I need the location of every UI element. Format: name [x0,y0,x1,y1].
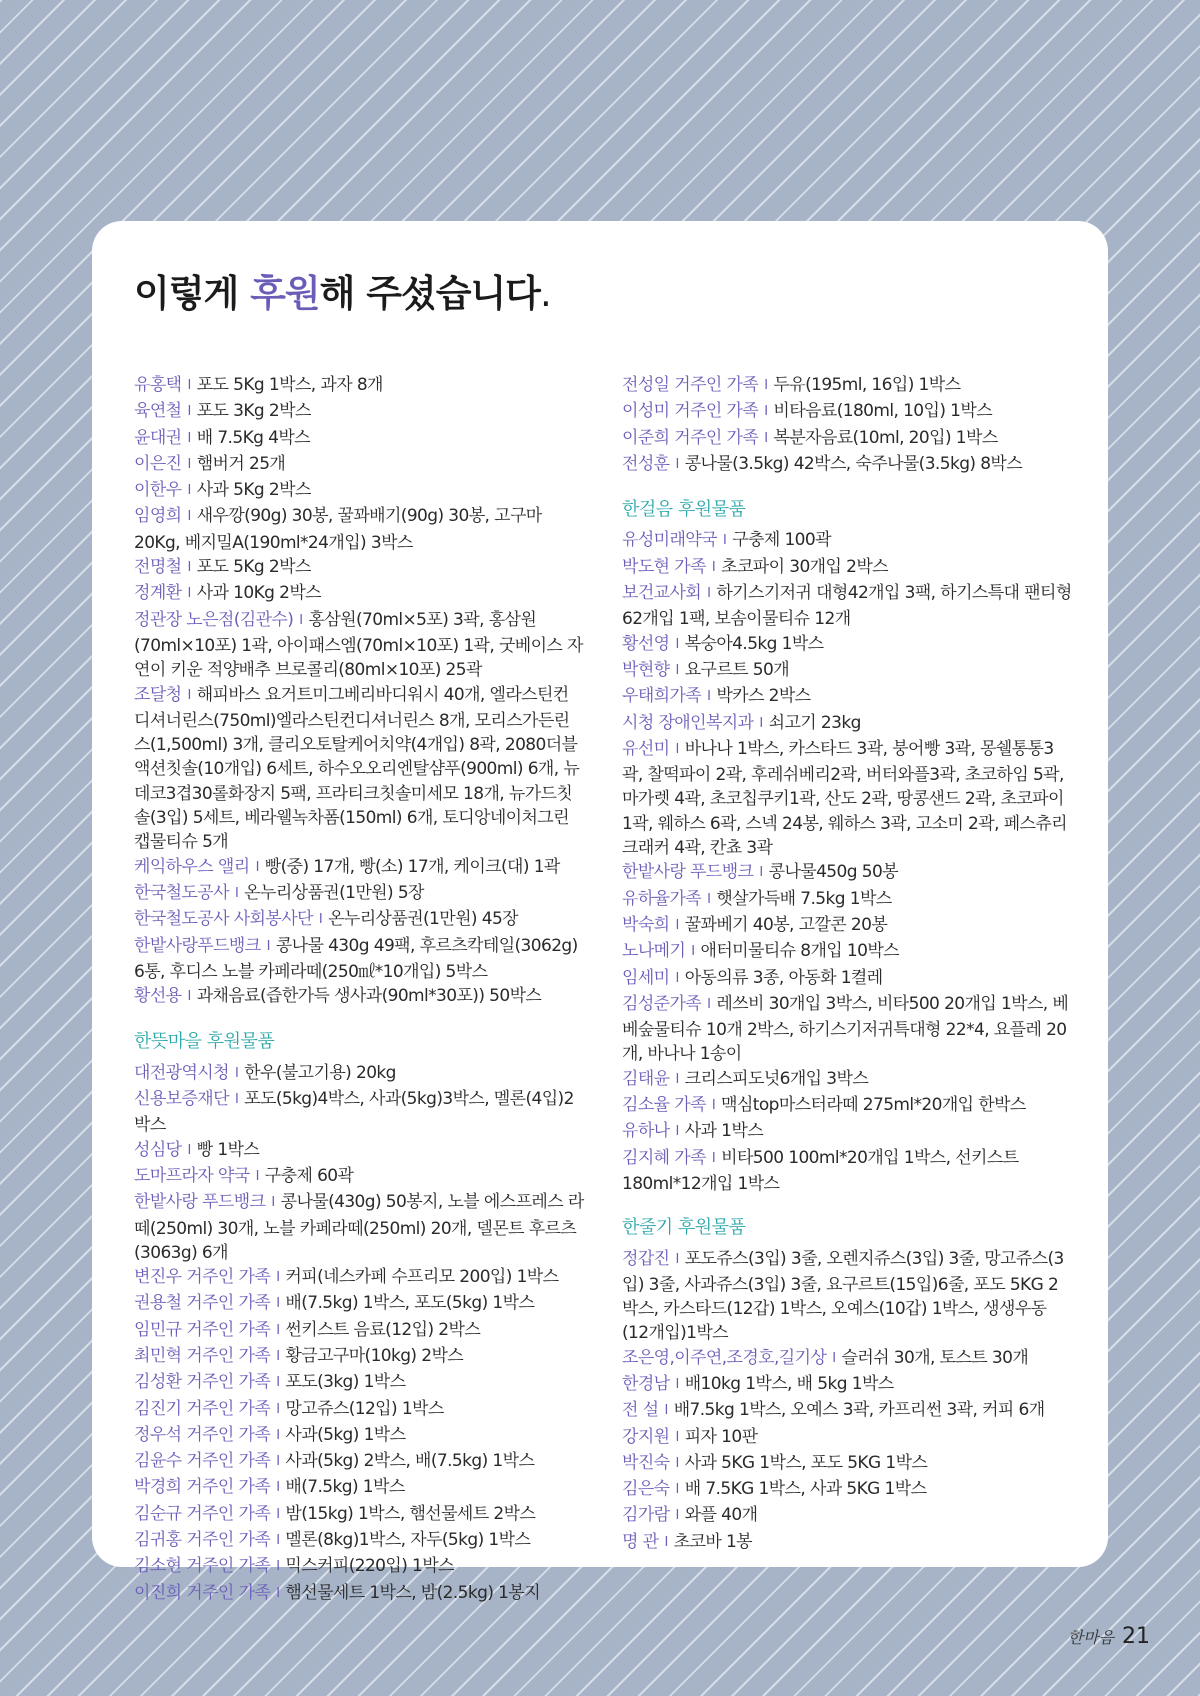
separator: I [691,944,695,960]
donor-name: 이진희 거주인 가족 [134,1582,271,1603]
donor-entry [622,1530,1072,1556]
separator: I [675,741,679,757]
donor-entry [134,1449,584,1475]
separator: I [759,865,763,881]
separator: I [664,1403,668,1419]
donated-items: 사과 5KG 1박스, 포도 5KG 1박스 [684,1452,928,1473]
separator: I [187,483,191,499]
donor-entry [622,1398,1072,1424]
donor-name: 박현향 [622,659,670,680]
donor-list-right-3 [622,1247,1072,1557]
donor-list-left-2 [134,1061,584,1607]
donated-items: 아동의류 3종, 아동화 1켤레 [684,967,883,988]
separator: I [675,1455,679,1471]
separator: I [675,662,679,678]
separator: I [711,1150,716,1166]
donor-name: 유하나 [622,1121,670,1142]
donor-entry [134,581,584,607]
donor-name: 대전광역시청 [134,1062,229,1083]
donor-name: 김진기 거주인 가족 [134,1398,271,1419]
donor-name: 도마프라자 약국 [134,1165,250,1186]
separator: I [276,1454,280,1470]
donated-items: 초코파이 30개입 2박스 [721,556,888,577]
separator: I [764,404,768,420]
donor-name: 김소율 가족 [622,1095,706,1116]
donated-items: 와플 40개 [684,1505,758,1526]
separator: I [276,1401,280,1417]
donated-items: 배 7.5KG 1박스, 사과 5KG 1박스 [684,1479,927,1500]
donor-name: 유하율가족 [622,888,702,909]
title-dot: . [539,272,551,315]
donated-items: 햄버거 25개 [196,453,286,474]
donor-entry [134,1397,584,1423]
donated-items: 한우(불고기용) 20kg [244,1062,396,1083]
donor-name: 이준희 거주인 가족 [622,427,759,448]
separator: I [234,1092,239,1108]
section-heading-hangeoreum: 한걸음 후원물품 [622,499,746,521]
donated-items: 밤(15kg) 1박스, 햄선물세트 2박스 [285,1503,536,1524]
donor-entry [622,939,1072,965]
donated-items: 콩나물450g 50봉 [768,862,898,883]
donor-name: 박진숙 [622,1452,670,1473]
donor-entry [134,1370,584,1396]
separator: I [318,912,323,928]
donor-name: 한국철도공사 [134,882,229,903]
donated-items: 온누리상품권(1만원) 45장 [328,909,519,930]
separator: I [255,859,259,875]
donated-items: 빵 1박스 [196,1139,260,1160]
title-highlight: 후원 [250,272,320,315]
donor-name: 유성미래약국 [622,530,717,551]
donor-entry [622,684,1072,710]
donor-entry [134,683,584,855]
separator: I [276,1480,280,1496]
donated-items: 구충제 60곽 [264,1165,354,1186]
donor-entry [134,934,584,985]
separator: I [266,938,270,954]
donor-name: 시청 장애인복지과 [622,712,754,733]
donated-items: 사과(5kg) 2박스, 배(7.5kg) 1박스 [285,1451,535,1472]
donor-entry [134,373,584,399]
separator: I [664,1534,668,1550]
donated-items: 썬키스트 음료(12입) 2박스 [285,1319,481,1340]
donated-items: 레쓰비 30개입 3박스, 비타500 20개입 1박스, 베베숲물티슈 10개 2박스, 하기스기저귀특대형 22*4, 요플레 20개, 바나나 1송이 [622,993,1069,1065]
separator: I [187,456,191,472]
donor-name: 한밭사랑푸드뱅크 [134,935,261,956]
donor-entry [134,1138,584,1164]
donor-entry [134,478,584,504]
separator: I [187,560,191,576]
separator: I [675,917,679,933]
separator: I [255,1168,259,1184]
separator: I [675,1376,679,1392]
separator: I [707,891,711,907]
donated-items: 사과(5kg) 1박스 [285,1424,406,1445]
left-column [134,373,584,1607]
donor-name: 명 관 [622,1531,659,1552]
donor-name: 정관장 노은점(김관수) [134,609,294,630]
donor-name: 강지원 [622,1426,670,1447]
section-heading-hanjulgi: 한줄기 후원물품 [622,1217,746,1239]
separator: I [675,1071,679,1087]
separator: I [707,689,711,705]
separator: I [187,1142,191,1158]
donor-entry [134,399,584,425]
donated-items: 두유(195ml, 16입) 1박스 [773,375,961,395]
donor-name: 정갑진 [622,1248,670,1269]
donor-entry [134,1344,584,1370]
separator: I [276,1296,280,1312]
donated-items: 비타500 100ml*20개입 1박스, 선키스트 180ml*12개입 1박스 [622,1147,1019,1194]
separator: I [187,509,191,525]
donor-entry [134,1087,584,1138]
donor-name: 전 설 [622,1400,659,1421]
donor-name: 권용철 거주인 가족 [134,1293,271,1314]
donor-entry [622,1067,1072,1093]
separator: I [675,636,679,652]
donor-entry [134,1581,584,1607]
title-before: 이렇게 [134,272,251,315]
donated-items: 망고쥬스(12입) 1박스 [285,1398,444,1419]
page-footer [1068,1624,1150,1649]
donated-items: 새우깡(90g) 30봉, 꿀꽈배기(90g) 30봉, 고구마 20Kg, 베지밀A(190ml*24개입) 3박스 [134,506,542,553]
donor-entry [134,907,584,933]
separator: I [276,1322,280,1338]
donor-entry [134,608,584,683]
separator: I [234,1065,239,1081]
section-heading-hantteut: 한뜻마을 후원물품 [134,1031,275,1053]
separator: I [675,1482,679,1498]
donated-items: 햇살가득배 7.5kg 1박스 [716,888,892,909]
donor-name: 한경남 [622,1373,670,1394]
donated-items: 황금고구마(10kg) 2박스 [285,1345,464,1366]
donor-entry [622,1372,1072,1398]
donated-items: 사과 5Kg 2박스 [196,480,311,501]
separator: I [759,715,763,731]
right-column [622,373,1072,1556]
donor-entry [622,992,1072,1067]
donor-entry [622,426,1072,452]
donated-items: 요구르트 50개 [684,659,790,680]
donor-entry [134,555,584,581]
donor-name: 이성미 거주인 가족 [622,401,759,422]
donated-items: 커피(네스카페 수프리모 200입) 1박스 [285,1267,559,1288]
donated-items: 배7.5kg 1박스, 오예스 3곽, 카프리썬 3곽, 커피 6개 [673,1400,1045,1421]
donated-items: 홍삼원(70ml×5포) 3곽, 홍삼원(70ml×10포) 1곽, 아이패스엠(70ml×10포) 1곽, 굿베이스 자연이 키운 적양배추 브로콜리(80ml×10포) 25곽 [134,609,583,681]
separator: I [299,612,303,628]
separator: I [711,559,716,575]
donor-name: 임민규 거주인 가족 [134,1319,271,1340]
donor-entry [134,1502,584,1528]
donated-items: 배10kg 1박스, 배 5kg 1박스 [684,1373,894,1394]
donated-items: 배 7.5Kg 4박스 [196,427,310,448]
donor-name: 우태희가족 [622,686,702,707]
donor-entry [134,452,584,478]
donor-name: 전명철 [134,557,182,578]
donor-entry [622,711,1072,737]
page-title [134,263,551,317]
donated-items: 사과 10Kg 2박스 [196,583,321,604]
donor-entry [622,1477,1072,1503]
donor-name: 전성훈 [622,453,670,474]
donated-items: 피자 10판 [684,1426,758,1447]
donated-items: 온누리상품권(1만원) 5장 [244,882,424,903]
donor-entry [622,658,1072,684]
donor-name: 한밭사랑 푸드뱅크 [134,1192,266,1213]
donor-entry [622,1451,1072,1477]
donor-entry [622,1247,1072,1346]
donor-entry [622,1093,1072,1119]
separator: I [675,1251,679,1267]
donated-items: 쇠고기 23kg [768,712,861,733]
separator: I [707,996,711,1012]
donated-items: 배(7.5kg) 1박스, 포도(5kg) 1박스 [285,1293,535,1314]
separator: I [722,533,727,549]
donor-entry [622,1119,1072,1145]
donated-items: 박카스 2박스 [716,686,811,707]
separator: I [187,430,191,446]
donated-items: 슬러쉬 30개, 토스트 30개 [841,1347,1029,1368]
donor-entry [134,855,584,881]
separator: I [271,1195,275,1211]
donor-name: 전성일 거주인 가족 [622,375,759,395]
donor-entry [622,452,1072,478]
donor-entry [134,1475,584,1501]
donor-entry [134,426,584,452]
donor-name: 김지혜 가족 [622,1147,706,1168]
donor-entry [622,555,1072,581]
separator: I [675,1124,679,1140]
donated-items: 콩나물(3.5kg) 42박스, 숙주나물(3.5kg) 8박스 [684,453,1023,474]
donor-list-left-1 [134,373,584,1010]
donor-name: 박도현 가족 [622,556,706,577]
separator: I [276,1559,280,1575]
donor-name: 조달청 [134,684,182,705]
separator: I [187,989,191,1005]
donor-name: 정우석 거주인 가족 [134,1424,271,1445]
donor-name: 김귀홍 거주인 가족 [134,1530,271,1551]
separator: I [276,1506,280,1522]
donor-entry [134,1061,584,1087]
donated-items: 믹스커피(220입) 1박스 [285,1556,454,1577]
donated-items: 복분자음료(10ml, 20입) 1박스 [773,427,998,448]
donor-name: 김성환 거주인 가족 [134,1372,271,1393]
donor-name: 김태윤 [622,1068,670,1089]
donor-entry [622,1425,1072,1451]
separator: I [187,586,191,602]
donor-name: 박경희 거주인 가족 [134,1477,271,1498]
separator: I [675,456,679,472]
separator: I [276,1533,280,1549]
donated-items: 포도 5Kg 1박스, 과자 8개 [196,375,383,395]
donor-entry [622,632,1072,658]
donated-items: 포도 5Kg 2박스 [196,557,311,578]
donor-entry [622,528,1072,554]
donated-items: 포도(5kg)4박스, 사과(5kg)3박스, 멜론(4입)2박스 [134,1089,574,1136]
donor-name: 김가람 [622,1505,670,1526]
donor-name: 최민혁 거주인 가족 [134,1345,271,1366]
donor-name: 김윤수 거주인 가족 [134,1451,271,1472]
donated-items: 포도 3Kg 2박스 [196,401,311,422]
donor-name: 유홍택 [134,375,182,395]
separator: I [764,430,768,446]
donor-entry [134,1318,584,1344]
donated-items: 빵(중) 17개, 빵(소) 17개, 케이크(대) 1곽 [264,856,560,877]
donated-items: 포도쥬스(3입) 3줄, 오렌지쥬스(3입) 3줄, 망고쥬스(3입) 3줄, 사과쥬스(3입) 3줄, 요구르트(15입)6줄, 포도 5KG 2박스, 카스타드(12갑) 1박스, 오예스(10갑) 1박스, 생생우동(12개입)1박스 [622,1248,1064,1344]
donated-items: 비타음료(180ml, 10입) 1박스 [773,401,993,422]
donated-items: 해피바스 요거트미그베리바디워시 40개, 엘라스틴컨디셔너린스(750ml)엘라스틴컨디셔너린스 8개, 모리스가든린스(1,500ml) 3개, 클리오토탈케어치약(4개입) 8곽, 2080더블액션칫솔(10개입) 6세트, 하수오오리엔탈샴푸(900ml) 6개, 뉴데코3겹30롤화장지 5팩, 프라티크칫솔미세모 18개, 뉴가드칫솔(3입) 5세트, 베라웰녹차폼(150ml) 6개, 토디앙네이처그린캡물티슈 5개 [134,684,580,853]
donated-items: 애터미물티슈 8개입 10박스 [700,941,900,962]
donated-items: 복숭아4.5kg 1박스 [684,633,824,654]
separator: I [832,1350,836,1366]
content-card [92,221,1108,1603]
donor-list-right-1 [622,373,1072,478]
donor-entry [134,504,584,555]
donor-entry [134,881,584,907]
donor-name: 유선미 [622,738,670,759]
donor-entry [622,966,1072,992]
donor-name: 보건교사회 [622,583,702,604]
donor-name: 정계환 [134,583,182,604]
donated-items: 하기스기저귀 대형42개입 3팩, 하기스특대 팬티형62개입 1팩, 보솜이물티슈 12개 [622,583,1072,630]
donated-items: 크리스피도넛6개입 3박스 [684,1068,869,1089]
donor-entry [134,1291,584,1317]
donor-name: 육연철 [134,401,182,422]
donated-items: 구충제 100곽 [732,530,831,551]
donor-entry [622,581,1072,632]
donated-items: 콩나물(430g) 50봉지, 노블 에스프레스 라떼(250ml) 30개, 노블 카페라떼(250ml) 20개, 델몬트 후르츠(3063g) 6개 [134,1192,584,1263]
donor-list-right-2 [622,528,1072,1196]
donated-items: 바나나 1박스, 카스타드 3곽, 붕어빵 3곽, 몽쉘통통3곽, 찰떡파이 2곽, 후레쉬베리2곽, 버터와플3곽, 초코하임 5곽, 마가렛 4곽, 초코칩쿠키1곽, 산도 2곽, 땅콩샌드 2곽, 초코파이 1곽, 웨하스 6곽, 스넥 24봉, 웨하스 3곽, 고소미 2곽, 페스츄리크래커 4곽, 칸쵸 3곽 [622,738,1067,859]
separator: I [187,687,191,703]
separator: I [711,1098,716,1114]
donor-entry [622,1503,1072,1529]
donated-items: 맥심top마스터라떼 275ml*20개입 한박스 [721,1095,1026,1116]
donor-entry [622,887,1072,913]
donor-name: 임영희 [134,506,182,527]
donor-name: 케익하우스 앨리 [134,856,250,877]
donor-name: 이은진 [134,453,182,474]
donor-name: 황선영 [622,633,670,654]
donor-entry [134,984,584,1010]
donor-name: 노나메기 [622,941,686,962]
donor-name: 박숙희 [622,914,670,935]
donor-name: 한국철도공사 사회봉사단 [134,909,313,930]
donor-name: 김은숙 [622,1479,670,1500]
donor-entry [134,1164,584,1190]
separator: I [276,1375,280,1391]
title-after: 해 주셨습니다 [319,272,540,315]
donated-items: 과채음료(즙한가득 생사과(90ml*30포)) 50박스 [196,986,542,1007]
donor-entry [134,1423,584,1449]
donor-name: 조은영,이주연,조경호,길기상 [622,1347,827,1368]
donor-entry [622,737,1072,860]
separator: I [675,970,679,986]
donated-items: 꿀꽈베기 40봉, 고깔콘 20봉 [684,914,888,935]
donor-name: 이한우 [134,480,182,501]
donor-entry [622,860,1072,886]
separator: I [707,586,711,602]
donor-entry [622,1346,1072,1372]
donor-name: 김성준가족 [622,993,702,1014]
donor-name: 김소현 거주인 가족 [134,1556,271,1577]
separator: I [276,1270,280,1286]
donated-items: 멜론(8kg)1박스, 자두(5kg) 1박스 [285,1530,531,1551]
separator: I [764,378,768,393]
magazine-logo: 한마음 [1067,1628,1114,1647]
donor-entry [622,373,1072,399]
separator: I [276,1585,280,1601]
donor-entry [134,1554,584,1580]
donor-name: 한밭사랑 푸드뱅크 [622,862,754,883]
donated-items: 햄선물세트 1박스, 밤(2.5kg) 1봉지 [285,1582,541,1603]
donated-items: 배(7.5kg) 1박스 [285,1477,405,1498]
separator: I [234,885,239,901]
separator: I [276,1427,280,1443]
separator: I [187,378,191,393]
donor-name: 황선용 [134,986,182,1007]
donor-name: 김순규 거주인 가족 [134,1503,271,1524]
donor-entry [622,1146,1072,1197]
page-number: 21 [1122,1624,1150,1649]
donor-entry [622,399,1072,425]
donor-name: 변진우 거주인 가족 [134,1267,271,1288]
separator: I [276,1348,280,1364]
donor-name: 임세미 [622,967,670,988]
donated-items: 콩나물 430g 49팩, 후르츠칵테일(3062g) 6통, 후디스 노블 카페라떼(250㎖*10개입) 5박스 [134,935,578,982]
donor-entry [134,1265,584,1291]
donor-name: 윤대권 [134,427,182,448]
donor-name: 성심당 [134,1139,182,1160]
separator: I [675,1508,679,1524]
separator: I [675,1429,679,1445]
separator: I [187,404,191,420]
donated-items: 초코바 1봉 [673,1531,752,1552]
donated-items: 사과 1박스 [684,1121,764,1142]
donor-entry [134,1528,584,1554]
donor-entry [134,1190,584,1265]
donor-name: 신용보증재단 [134,1089,229,1110]
donated-items: 포도(3kg) 1박스 [285,1372,406,1393]
donor-entry [622,913,1072,939]
